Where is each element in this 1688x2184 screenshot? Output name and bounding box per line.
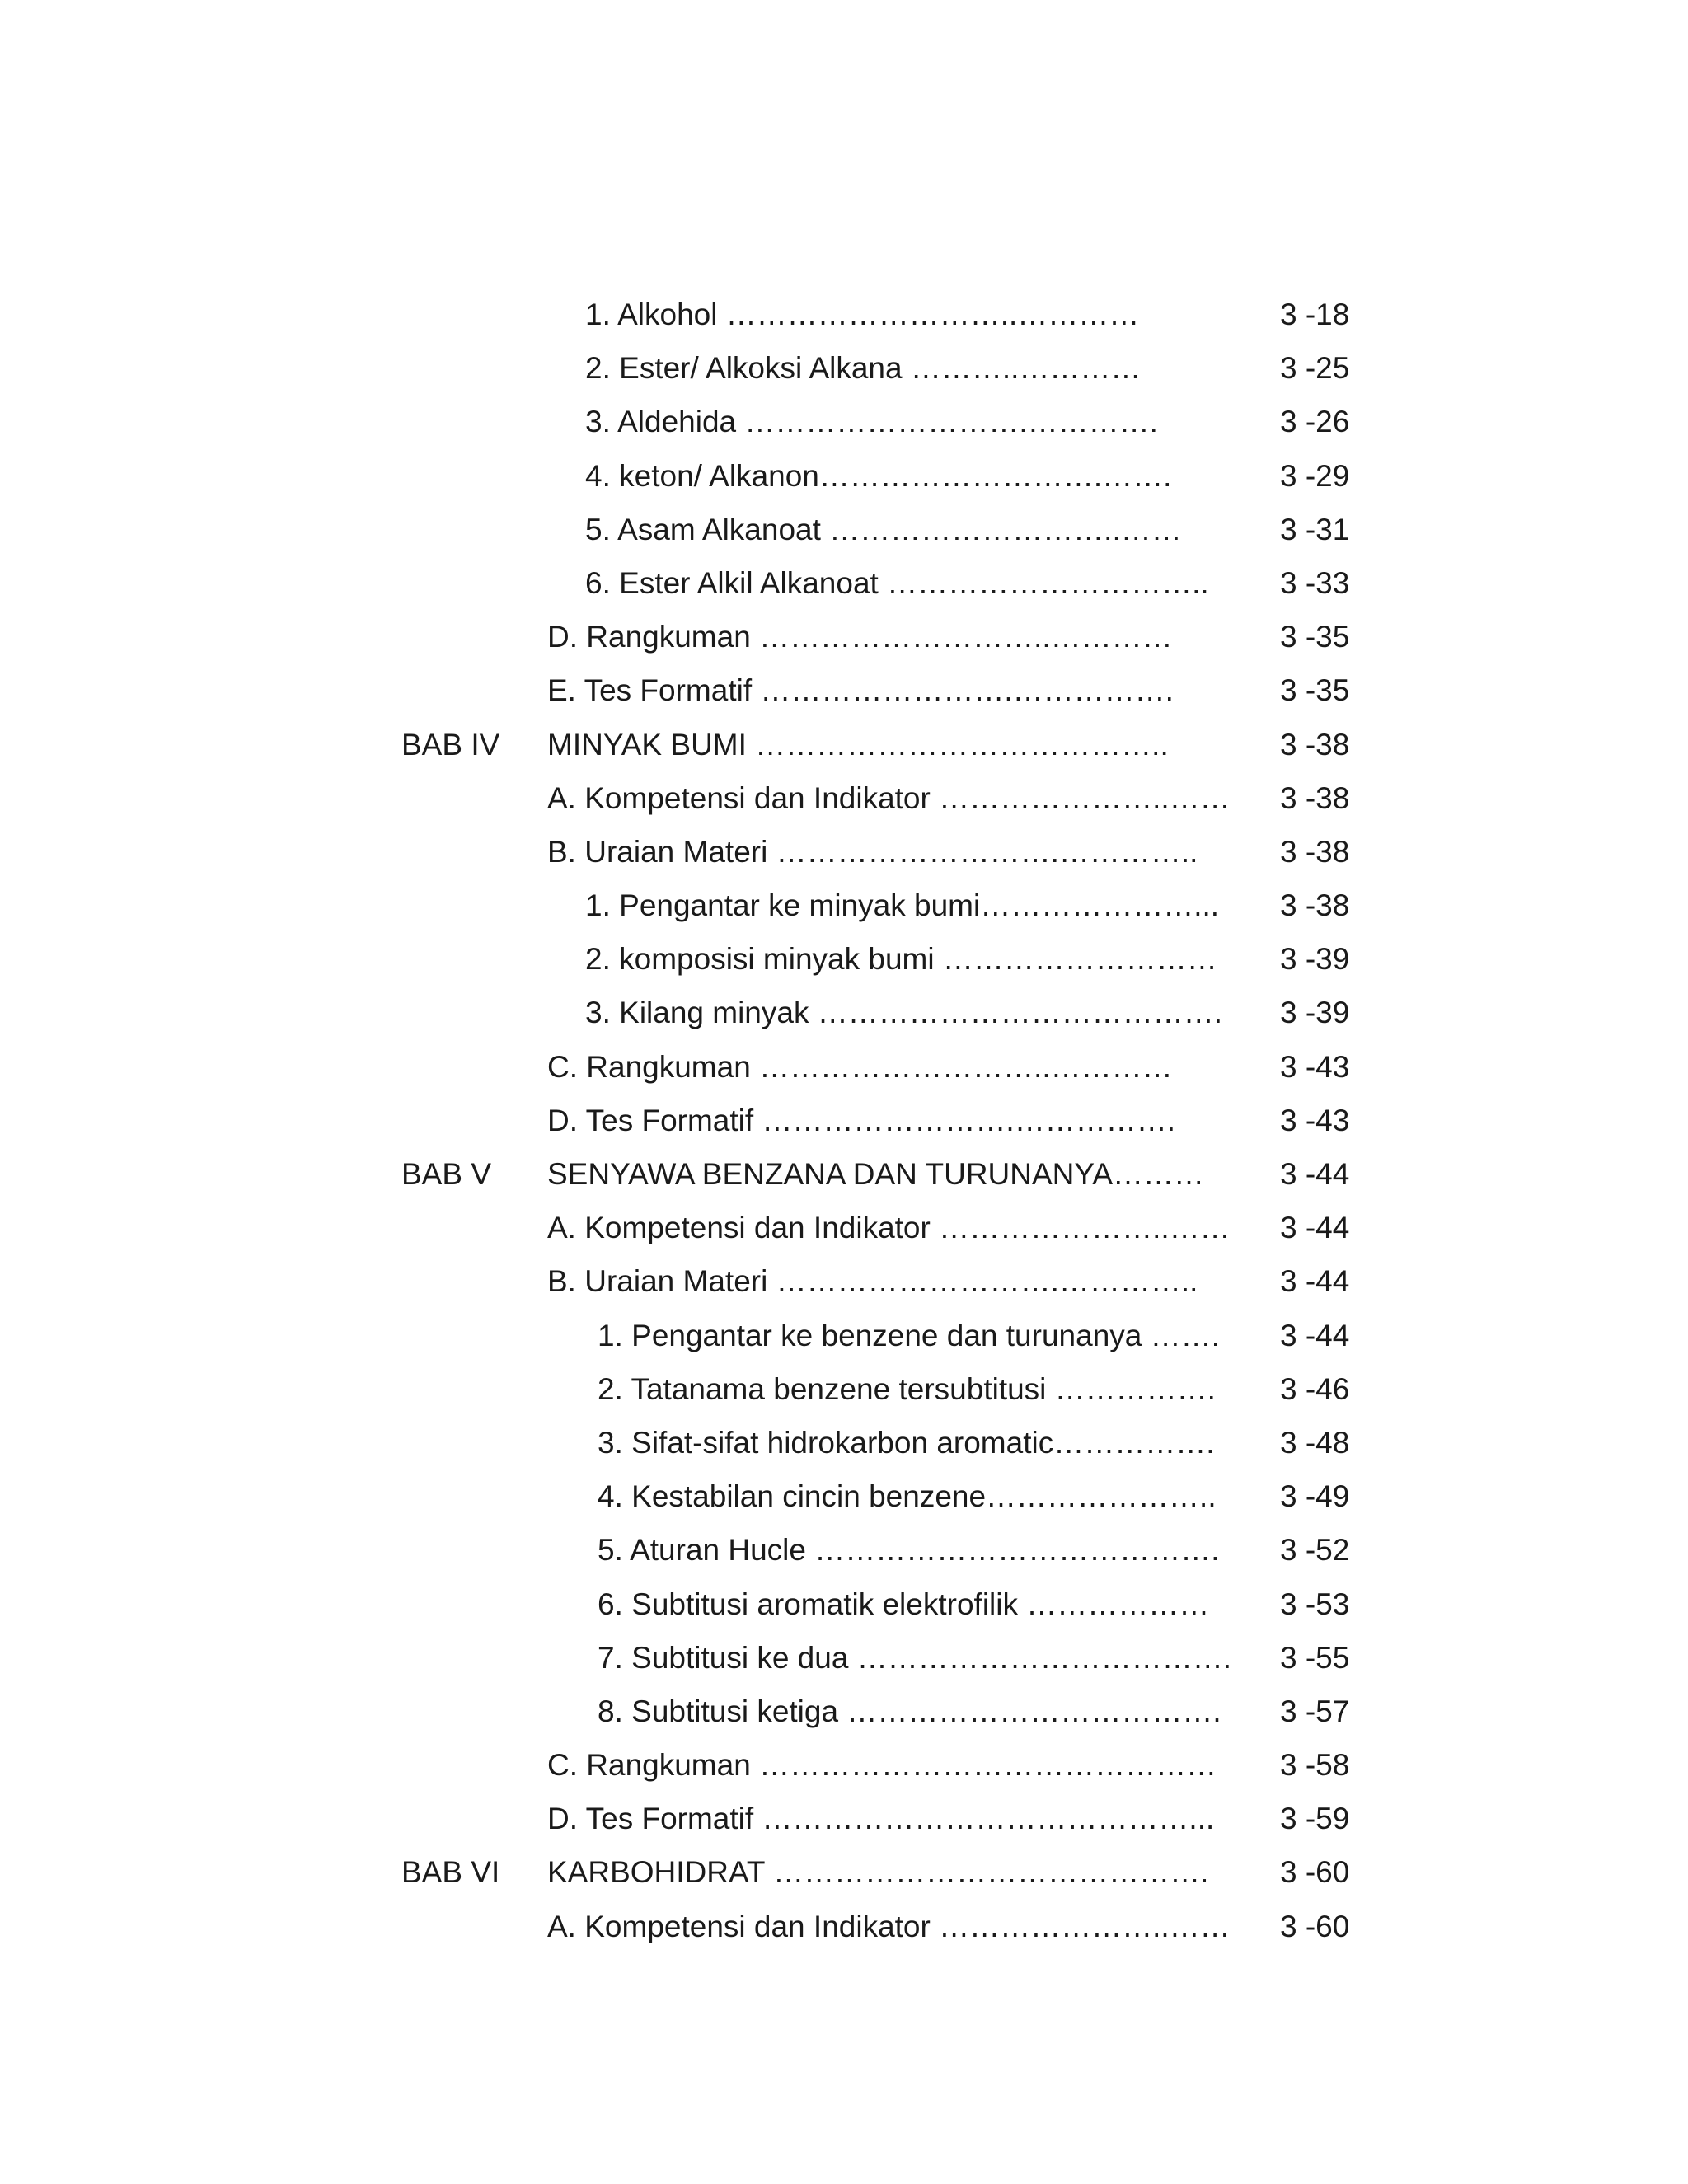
toc-entry	[0, 556, 1688, 610]
toc-entry-title: 3. Sifat-sifat hidrokarbon aromatic…………….	[598, 1425, 1215, 1460]
toc-page-number: 3 -44	[1280, 1264, 1350, 1299]
toc-page-number: 3 -52	[1280, 1533, 1350, 1568]
toc-page-number: 3 -44	[1280, 1318, 1350, 1352]
toc-entry	[0, 1631, 1688, 1685]
toc-entry-title: 7. Subtitusi ke dua ……………………………….	[598, 1640, 1231, 1675]
toc-page-number: 3 -18	[1280, 298, 1350, 331]
toc-page-number: 3 -43	[1280, 1103, 1350, 1137]
toc-page-number: 3 -60	[1280, 1855, 1350, 1890]
toc-entry	[0, 288, 1688, 341]
toc-entry-title: 1. Pengantar ke benzene dan turunanya …….	[598, 1318, 1220, 1352]
toc-entry	[0, 1792, 1688, 1845]
toc-entry-title: C. Rangkuman ………………………..…………	[547, 1049, 1173, 1084]
toc-page-number: 3 -29	[1280, 458, 1350, 493]
toc-entry-title: 5. Asam Alkanoat ………………………..……	[585, 512, 1182, 546]
toc-page-number: 3 -39	[1280, 942, 1350, 977]
toc-entry	[0, 449, 1688, 503]
toc-page-number: 3 -44	[1280, 1157, 1350, 1191]
toc-entry	[0, 825, 1688, 879]
toc-page-number: 3 -44	[1280, 1211, 1350, 1245]
toc-entry	[0, 610, 1688, 663]
toc-entry	[0, 932, 1688, 986]
toc-entry-title: KARBOHIDRAT …………………………………….	[547, 1855, 1209, 1890]
toc-entry	[0, 1362, 1688, 1416]
toc-page-number: 3 -38	[1280, 834, 1350, 869]
toc-entry-title: D. Tes Formatif ……………………………………...	[547, 1802, 1215, 1836]
toc-entry-title: 2. Ester/ Alkoksi Alkana ………..…………	[585, 351, 1142, 386]
toc-page-number: 3 -60	[1280, 1909, 1350, 1943]
toc-entry-title: 2. Tatanama benzene tersubtitusi …………….	[598, 1371, 1216, 1406]
toc-page-number: 3 -26	[1280, 405, 1350, 439]
toc-entry	[0, 1900, 1688, 1953]
toc-page-number: 3 -58	[1280, 1748, 1350, 1783]
toc-entry	[0, 395, 1688, 448]
toc-page-number: 3 -38	[1280, 780, 1350, 815]
toc-entry-title: 4. keton/ Alkanon……………………….…….	[585, 458, 1172, 493]
toc-chapter-label: BAB IV	[401, 727, 500, 762]
toc-entry	[0, 503, 1688, 556]
toc-entry-title: 4. Kestabilan cincin benzene…………………..	[598, 1479, 1217, 1514]
toc-page-number: 3 -46	[1280, 1371, 1350, 1406]
toc-entry-title: C. Rangkuman ………………………………………	[547, 1748, 1217, 1783]
toc-entry-title: A. Kompetensi dan Indikator …………………..……	[547, 780, 1231, 815]
toc-entry-title: E. Tes Formatif …………………….…………….	[547, 673, 1174, 708]
toc-entry	[0, 1469, 1688, 1523]
toc-page-number: 3 -39	[1280, 996, 1350, 1030]
toc-entry-title: MINYAK BUMI …………………………………..	[547, 727, 1169, 762]
toc-page-number: 3 -33	[1280, 565, 1350, 600]
toc-entry	[0, 1309, 1688, 1362]
toc-entry	[0, 1685, 1688, 1738]
toc-entry	[0, 1416, 1688, 1469]
toc-entry-title: 5. Aturan Hucle ………………………………….	[598, 1533, 1220, 1568]
toc-page-number: 3 -55	[1280, 1640, 1350, 1675]
toc-entry-title: 8. Subtitusi ketiga ……………………………….	[598, 1694, 1221, 1728]
toc-entry	[0, 341, 1688, 395]
toc-page-number: 3 -25	[1280, 351, 1350, 386]
toc-page-number: 3 -59	[1280, 1802, 1350, 1836]
toc-page-number: 3 -31	[1280, 512, 1350, 546]
toc-entry	[0, 1254, 1688, 1308]
toc-entry-title: 1. Alkohol ………………………..…………	[585, 298, 1140, 331]
toc-entry	[0, 986, 1688, 1039]
toc-entry	[0, 1738, 1688, 1792]
toc-page-number: 3 -38	[1280, 727, 1350, 762]
toc-page-number: 3 -57	[1280, 1694, 1350, 1728]
toc-entry-title: D. Rangkuman ………………………..…………	[547, 620, 1173, 654]
toc-page-number: 3 -35	[1280, 673, 1350, 708]
toc-entry-title: D. Tes Formatif …………………….…………….	[547, 1103, 1175, 1137]
toc-entry	[0, 1147, 1688, 1201]
toc-entry-title: 1. Pengantar ke minyak bumi…………………...	[585, 888, 1220, 923]
toc-page-number: 3 -48	[1280, 1425, 1350, 1460]
toc-page-number: 3 -38	[1280, 888, 1350, 923]
toc-page-number: 3 -35	[1280, 620, 1350, 654]
toc-entry	[0, 718, 1688, 771]
toc-entry	[0, 771, 1688, 825]
toc-entry	[0, 1845, 1688, 1899]
toc-chapter-label: BAB V	[401, 1157, 491, 1191]
toc-entry	[0, 879, 1688, 932]
toc-entry-title: 3. Kilang minyak ………………………………….	[585, 996, 1223, 1030]
toc-page-number: 3 -43	[1280, 1049, 1350, 1084]
toc-entry	[0, 1523, 1688, 1577]
toc-entry-title: 6. Ester Alkil Alkanoat …………………………..	[585, 565, 1209, 600]
toc-entry-title: A. Kompetensi dan Indikator …………………..……	[547, 1211, 1231, 1245]
toc-entry	[0, 1094, 1688, 1147]
toc-entry-title: B. Uraian Materi ……………………….…………..	[547, 1264, 1198, 1299]
toc-entry-title: 6. Subtitusi aromatik elektrofilik ………………	[598, 1586, 1210, 1621]
toc-entry-title: 3. Aldehida ……………………….………….	[585, 405, 1158, 439]
toc-entry	[0, 663, 1688, 717]
table-of-contents	[0, 288, 1688, 1953]
toc-chapter-label: BAB VI	[401, 1855, 500, 1890]
toc-entry-title: B. Uraian Materi ……………………….…………..	[547, 834, 1198, 869]
toc-entry	[0, 1040, 1688, 1094]
toc-entry	[0, 1201, 1688, 1254]
toc-page-number: 3 -49	[1280, 1479, 1350, 1514]
toc-page-number: 3 -53	[1280, 1586, 1350, 1621]
toc-entry-title: SENYAWA BENZANA DAN TURUNANYA………	[547, 1157, 1204, 1191]
toc-entry-title: 2. komposisi minyak bumi ………………………	[585, 942, 1217, 977]
toc-entry	[0, 1577, 1688, 1631]
toc-entry-title: A. Kompetensi dan Indikator …………………..……	[547, 1909, 1231, 1943]
